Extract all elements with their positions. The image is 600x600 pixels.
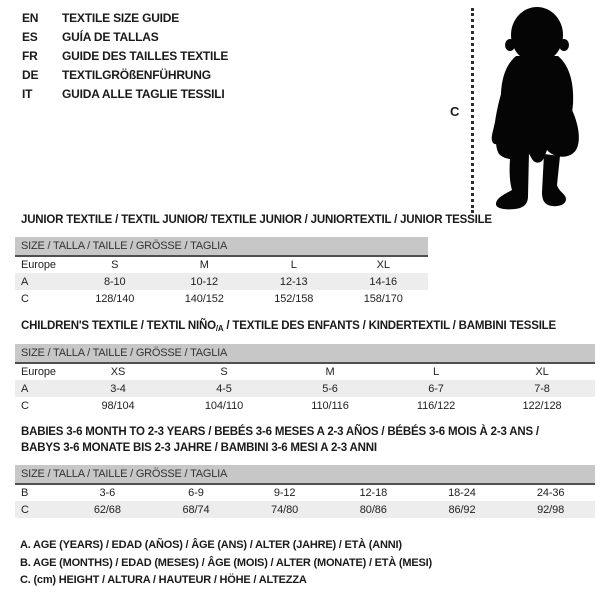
language-code: FR: [22, 49, 38, 63]
size-header-bar: SIZE / TALLA / TAILLE / GRÖSSE / TAGLIA: [15, 344, 595, 363]
row-label-cell: B: [21, 487, 29, 499]
children-title-post: / TEXTILE DES ENFANTS / KINDERTEXTIL / BAMBINI TESSILE: [223, 320, 556, 332]
table-row: [15, 501, 595, 518]
children-size-table: [15, 344, 595, 414]
language-title: TEXTILGRÖßENFÜHRUNG: [62, 68, 211, 82]
height-dotted-line-icon: [471, 8, 474, 213]
children-title-pre: CHILDREN'S TEXTILE / TEXTIL NIÑO: [21, 320, 216, 332]
size-value-cell: 128/140: [95, 292, 135, 305]
size-value-cell: L: [432, 366, 440, 378]
size-value-cell: 68/74: [182, 503, 210, 516]
size-value-cell: 62/68: [93, 503, 121, 516]
language-code: ES: [22, 30, 38, 44]
size-value-cell: S: [111, 259, 119, 271]
size-value-cell: 7-8: [534, 382, 550, 395]
size-value-cell: 74/80: [271, 503, 299, 516]
size-value-cell: 9-12: [273, 487, 296, 499]
size-value-cell: 80/86: [359, 503, 387, 516]
size-value-cell: 14-16: [369, 275, 398, 288]
language-title: GUIDA ALLE TAGLIE TESSILI: [62, 87, 225, 101]
size-value-cell: 116/122: [416, 399, 456, 412]
size-value-cell: 140/152: [184, 292, 224, 305]
row-label-cell: C: [21, 292, 29, 305]
size-value-cell: 158/170: [363, 292, 403, 305]
language-title: GUIDE DES TAILLES TEXTILE: [62, 49, 229, 63]
language-code: DE: [22, 68, 39, 82]
table-row: [15, 484, 595, 501]
children-title-sub: /A: [215, 324, 224, 333]
babies-title-line2: BABYS 3-6 MONATE BIS 2-3 JAHRE / BAMBINI 3-6 MESI A 2-3 ANNI: [21, 442, 377, 454]
language-code: EN: [22, 11, 39, 25]
size-value-cell: M: [199, 259, 209, 271]
size-value-cell: 122/128: [522, 399, 562, 412]
language-item: [22, 85, 228, 104]
language-item: [22, 66, 228, 85]
language-item: [22, 47, 228, 66]
row-label-cell: C: [21, 503, 29, 516]
size-value-cell: 104/110: [204, 399, 244, 412]
size-value-cell: M: [325, 366, 335, 378]
babies-size-table: [15, 465, 595, 518]
size-value-cell: 12-18: [359, 487, 388, 499]
size-value-cell: 5-6: [322, 382, 338, 395]
size-value-cell: 98/104: [101, 399, 135, 412]
junior-table-title: JUNIOR TEXTILE / TEXTIL JUNIOR/ TEXTILE JUNIOR / JUNIORTEXTIL / JUNIOR TESSILE: [21, 214, 492, 226]
size-value-cell: 12-13: [279, 275, 308, 288]
note-line-a: A. AGE (YEARS) / EDAD (AÑOS) / ÂGE (ANS) / ALTER (JAHRE) / ETÀ (ANNI): [20, 539, 402, 551]
row-label-cell: A: [21, 275, 29, 288]
size-value-cell: L: [290, 259, 297, 271]
size-header-bar: SIZE / TALLA / TAILLE / GRÖSSE / TAGLIA: [15, 465, 595, 484]
size-value-cell: XL: [376, 259, 390, 271]
table-row: [15, 397, 595, 414]
table-row: [15, 290, 428, 307]
size-value-cell: 3-6: [99, 487, 116, 499]
size-value-cell: 86/92: [448, 503, 476, 516]
size-value-cell: 10-12: [190, 275, 219, 288]
table-row: [15, 380, 595, 397]
language-item: [22, 9, 228, 28]
babies-title-line1: BABIES 3-6 MONTH TO 2-3 YEARS / BEBÉS 3-6 MESES A 2-3 AÑOS / BÉBÉS 3-6 MOIS À 2-3 ANS /: [21, 426, 539, 438]
size-value-cell: 92/98: [537, 503, 565, 516]
size-value-cell: XS: [110, 366, 126, 378]
size-value-cell: 152/158: [274, 292, 314, 305]
baby-silhouette-icon: [486, 4, 592, 214]
size-value-cell: 8-10: [103, 275, 126, 288]
language-item: [22, 28, 228, 47]
language-title: TEXTILE SIZE GUIDE: [62, 11, 180, 25]
size-value-cell: 6-9: [188, 487, 204, 499]
size-value-cell: 110/116: [311, 399, 349, 412]
junior-size-table: [15, 237, 428, 307]
size-value-cell: 6-7: [428, 382, 444, 395]
children-table-title: [21, 320, 556, 333]
language-list: [22, 9, 228, 104]
babies-table-title: [21, 424, 581, 456]
height-measure-label: C: [450, 104, 460, 119]
note-line-c: C. (cm) HEIGHT / ALTURA / HAUTEUR / HÖHE / ALTEZZA: [20, 574, 307, 586]
table-row: [15, 256, 428, 273]
size-value-cell: 3-4: [110, 382, 126, 395]
legend-notes: [20, 537, 432, 590]
size-value-cell: 24-36: [536, 487, 565, 499]
row-label-cell: Europe: [21, 366, 56, 378]
note-line-b: B. AGE (MONTHS) / EDAD (MESES) / ÂGE (MOIS) / ALTER (MONATE) / ETÀ (MESI): [20, 556, 432, 569]
language-code: IT: [22, 87, 33, 101]
row-label-cell: A: [21, 382, 29, 395]
size-value-cell: 4-5: [216, 382, 232, 395]
language-title: GUÍA DE TALLAS: [62, 30, 159, 44]
table-row: [15, 273, 428, 290]
size-value-cell: XL: [535, 366, 549, 378]
row-label-cell: C: [21, 399, 29, 412]
table-row: [15, 363, 595, 380]
size-value-cell: S: [220, 366, 228, 378]
row-label-cell: Europe: [21, 259, 56, 271]
size-header-bar: SIZE / TALLA / TAILLE / GRÖSSE / TAGLIA: [15, 237, 428, 256]
size-value-cell: 18-24: [448, 487, 476, 499]
